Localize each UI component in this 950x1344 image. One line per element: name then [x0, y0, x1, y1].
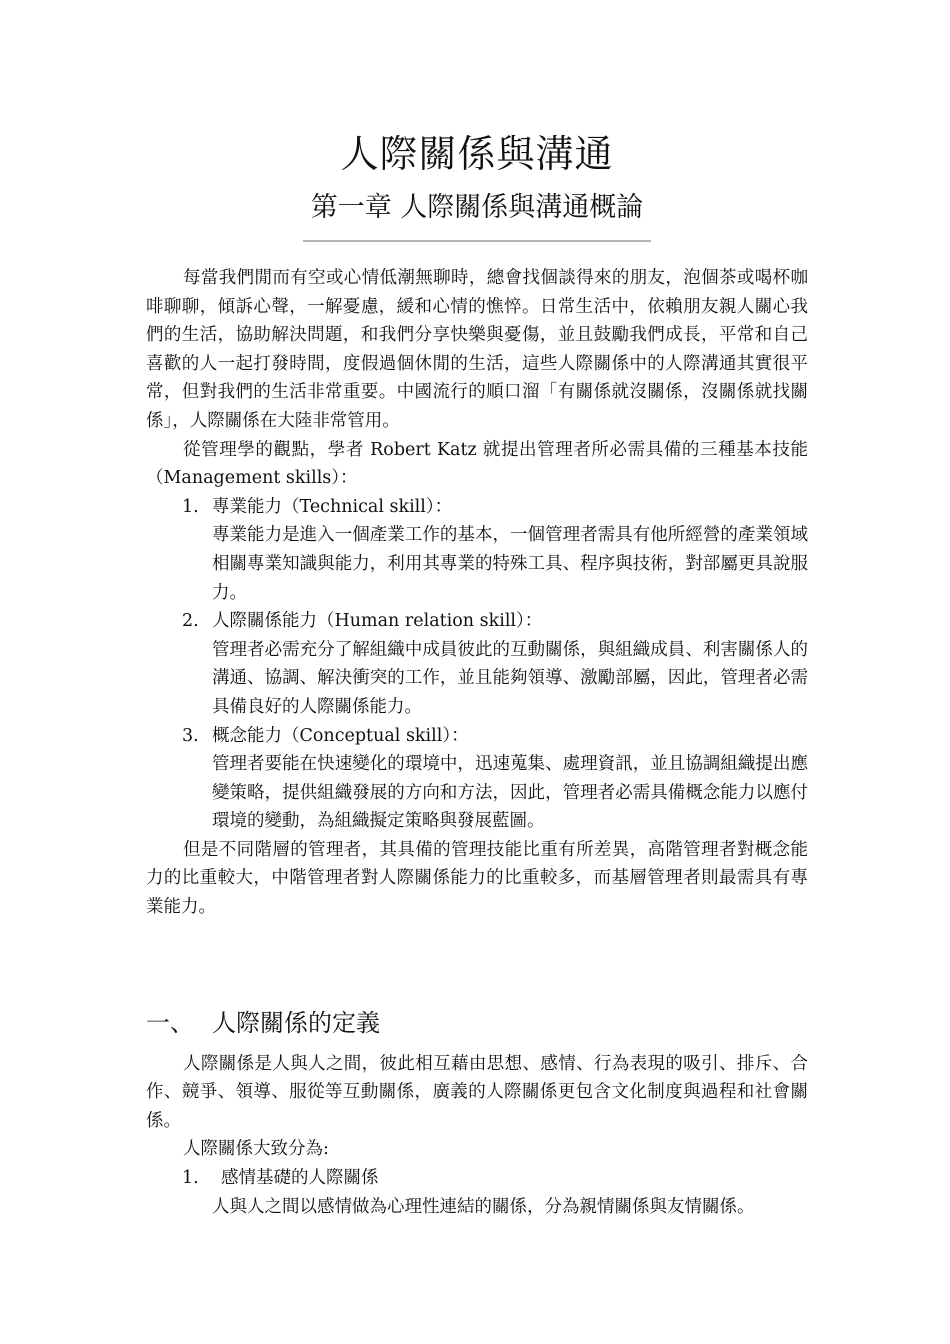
list-item [146, 607, 808, 721]
document-page [146, 126, 808, 1221]
list-item-number: 1. [182, 496, 199, 517]
list-item-heading: 感情基礎的人際關係 [221, 1168, 379, 1189]
section-title: 人際關係的定義 [212, 1008, 380, 1037]
closing-paragraph: 但是不同階層的管理者，其具備的管理技能比重有所差異，高階管理者對概念能力的比重較大，中階管理者對人際關係能力的比重較多，而基層管理者則最需具有專業能力。 [146, 839, 808, 918]
list-item-number: 1. [182, 1168, 199, 1189]
list-item-description: 專業能力是進入一個產業工作的基本，一個管理者需具有他所經營的產業領域相關專業知識與能力，利用其專業的特殊工具、程序與技術，對部屬更具說服力。 [212, 525, 808, 603]
list-item-heading: 人際關係能力（Human relation skill）： [212, 611, 543, 632]
definition-paragraph: 人際關係是人與人之間，彼此相互藉由思想、感情、行為表現的吸引、排斥、合作、競爭、領導、服從等互動關係，廣義的人際關係更包含文化制度與過程和社會關係。 [146, 1053, 808, 1131]
list-item-description: 人與人之間以感情做為心理性連結的關係，分為親情關係與友情關係。 [212, 1196, 755, 1217]
skills-list [146, 493, 808, 836]
list-item [146, 493, 808, 607]
katz-paragraph: 從管理學的觀點，學者 Robert Katz 就提出管理者所必需具備的三種基本技能（Management skills）： [146, 439, 808, 489]
list-item [146, 722, 808, 836]
list-item-number: 2. [182, 611, 199, 632]
title-divider [303, 240, 651, 242]
section-heading [146, 1006, 808, 1040]
list-item-heading: 專業能力（Technical skill）： [212, 496, 453, 517]
list-item [146, 1164, 808, 1221]
chapter-title: 第一章 人際關係與溝通概論 [310, 192, 644, 223]
list-item-description: 管理者必需充分了解組織中成員彼此的互動關係，與組織成員、利害關係人的溝通、協調、解決衝突的工作，並且能夠領導、激勵部屬，因此，管理者必需具備良好的人際關係能力。 [212, 639, 808, 717]
list-item-number: 3. [182, 725, 199, 746]
list-item-heading: 概念能力（Conceptual skill）： [212, 725, 469, 746]
section-number: 一、 [146, 1008, 194, 1037]
document-body [146, 264, 808, 1221]
relationship-types-list [146, 1164, 808, 1221]
list-item-description: 管理者要能在快速變化的環境中，迅速蒐集、處理資訊，並且協調組織提出應變策略，提供組織發展的方向和方法，因此，管理者必需具備概念能力以應付環境的變動，為組織擬定策略與發展藍圖。 [212, 754, 808, 832]
intro-paragraph: 每當我們閒而有空或心情低潮無聊時，總會找個談得來的朋友，泡個茶或喝杯咖啡聊聊，傾訴心聲，一解憂慮，緩和心情的憔悴。日常生活中，依賴朋友親人關心我們的生活，協助解決問題，和我們分享快樂與憂傷，並且鼓勵我們成長，平常和自己喜歡的人一起打發時間，度假過個休閒的生活，這些人際關係中的人際溝通其實很平常，但對我們的生活非常重要。中國流行的順口溜「有關係就沒關係，沒關係就找關係」，人際關係在大陸非常管用。 [146, 268, 808, 431]
document-title: 人際關係與溝通 [340, 132, 614, 176]
classification-lead: 人際關係大致分為: [183, 1139, 329, 1160]
